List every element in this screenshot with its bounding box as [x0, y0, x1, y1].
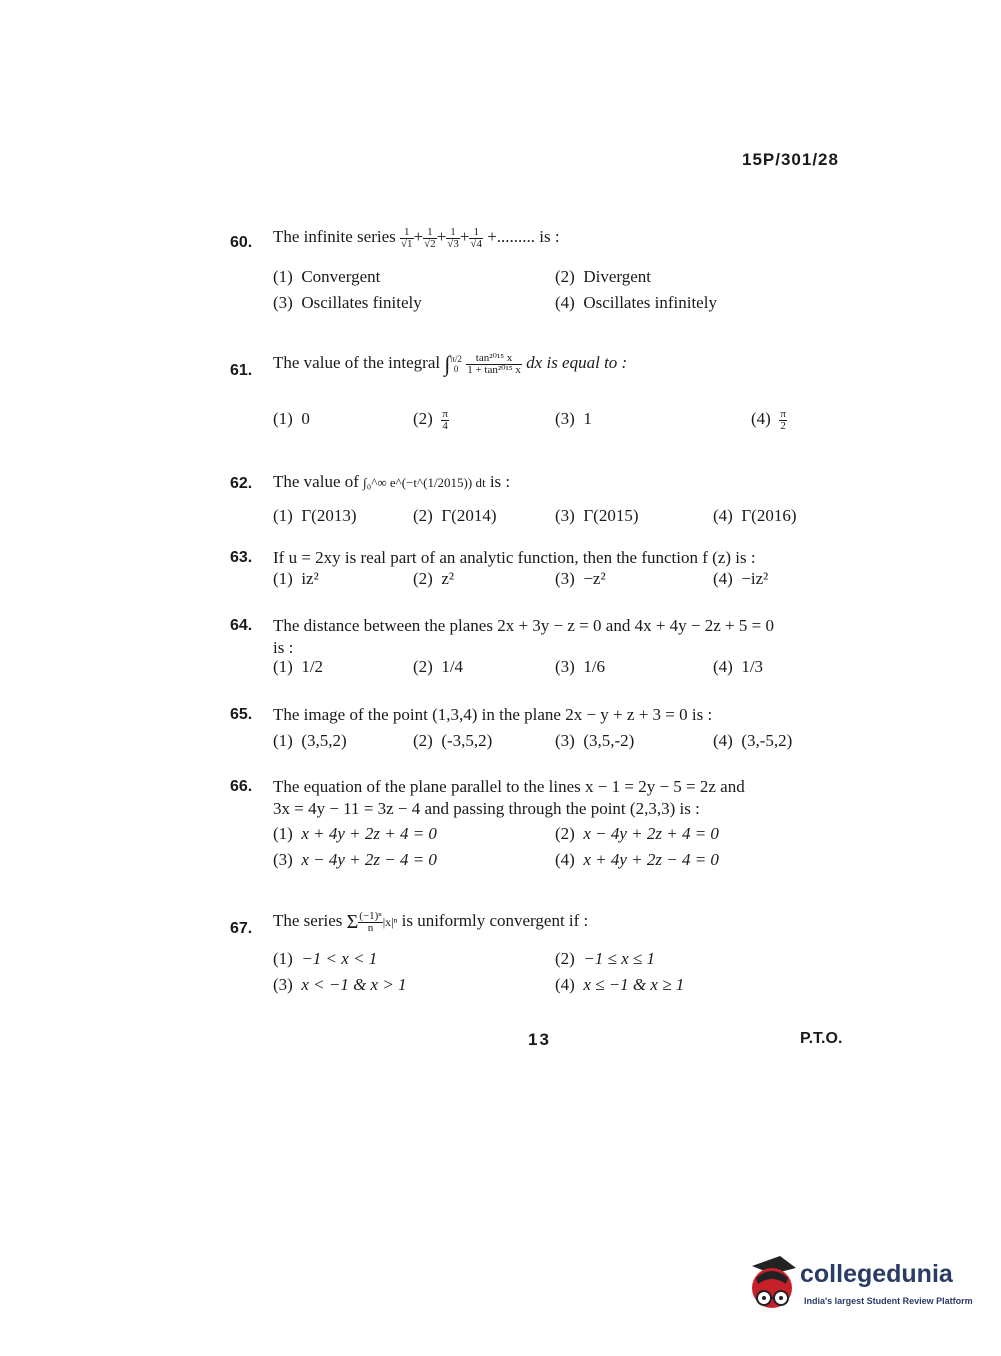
- option-3: (3) x − 4y + 2z − 4 = 0: [273, 850, 437, 869]
- option-1: (1) (3,5,2): [273, 731, 347, 750]
- option-2: (2) 1/4: [413, 657, 464, 676]
- option-4: (4) Γ(2016): [713, 506, 797, 525]
- question-text: The series: [273, 911, 343, 930]
- question-number: 64.: [230, 617, 253, 634]
- mascot-icon: [742, 1252, 802, 1316]
- question-number: 61.: [230, 362, 253, 379]
- question-number: 63.: [230, 549, 253, 566]
- option-3: (3) 1/6: [555, 657, 606, 676]
- option-4: (4) 1/3: [713, 657, 764, 676]
- question-text-tail: is uniformly convergent if :: [401, 911, 589, 930]
- paper-code: 15P/301/28: [742, 150, 839, 169]
- question-63: [230, 547, 870, 588]
- option-1: (1) −1 < x < 1: [273, 949, 378, 968]
- question-text-tail: is :: [489, 472, 511, 491]
- option-4: (4) $\frac{\pi}{2}$: [751, 407, 786, 432]
- question-text: The infinite series: [273, 227, 396, 246]
- brand-tagline: India's largest Student Review Platform: [804, 1296, 973, 1306]
- integral-expression: ∫₀^∞ e^(−t^(1/2015)) dt: [363, 475, 486, 490]
- collegedunia-logo: [742, 1252, 972, 1316]
- option-1: (1) Convergent: [273, 267, 381, 286]
- series-term-1: $\frac{1}{√1}$: [401, 225, 413, 250]
- question-text-tail: +......... is :: [487, 227, 560, 246]
- option-2: (2) z²: [413, 569, 454, 588]
- question-65: [230, 704, 870, 750]
- question-text: The image of the point (1,3,4) in the plane 2x − y + z + 3 = 0 is :: [273, 705, 713, 724]
- question-text: The value of: [273, 472, 359, 491]
- question-62: [230, 471, 870, 525]
- series-expression: $\frac{1}{√1}$ + $\frac{1}{√2}$ + $\frac{1}{√3}$ + $\frac{1}{√4}$: [401, 225, 482, 250]
- question-text-line2: is :: [273, 638, 294, 657]
- page-number: 13: [528, 1030, 551, 1049]
- integral-expression: ∫ π/2 0 $\frac{\text{tan²⁰¹⁵ x}}{\text{1 + tan²⁰¹⁵ x}}$: [444, 351, 521, 377]
- option-2: (2) x − 4y + 2z + 4 = 0: [555, 824, 719, 843]
- pto-label: P.T.O.: [800, 1030, 843, 1047]
- option-1: (1) 0: [273, 409, 310, 428]
- question-number: 65.: [230, 706, 253, 723]
- question-number: 67.: [230, 920, 253, 937]
- series-expression: Σ $\frac{\text{(−1)ⁿ}}{n}$ |x|ⁿ: [346, 909, 398, 934]
- question-66: [230, 776, 870, 869]
- series-term-4: $\frac{1}{√4}$: [470, 225, 482, 250]
- option-2: (2) Divergent: [555, 267, 651, 286]
- option-2: (2) (-3,5,2): [413, 731, 493, 750]
- question-text: The equation of the plane parallel to the lines x − 1 = 2y − 5 = 2z and: [273, 777, 745, 796]
- series-term-2: $\frac{1}{√2}$: [424, 225, 436, 250]
- question-number: 66.: [230, 778, 253, 795]
- option-4: (4) x ≤ −1 & x ≥ 1: [555, 975, 685, 994]
- series-term-3: $\frac{1}{√3}$: [447, 225, 459, 250]
- integral-lower: 0: [453, 364, 459, 375]
- question-64: [230, 615, 870, 676]
- option-4: (4) Oscillates infinitely: [555, 293, 717, 312]
- question-60: [230, 225, 870, 312]
- option-2: (2) Γ(2014): [413, 506, 497, 525]
- question-text: The distance between the planes 2x + 3y − z = 0 and 4x + 4y − 2z + 5 = 0: [273, 616, 774, 635]
- integral-upper: π/2: [450, 354, 462, 365]
- question-text-tail: dx is equal to :: [526, 353, 628, 372]
- option-3: (3) Oscillates finitely: [273, 293, 422, 312]
- question-text: The value of the integral: [273, 353, 441, 372]
- option-3: (3) x < −1 & x > 1: [273, 975, 407, 994]
- question-text-line2: 3x = 4y − 11 = 3z − 4 and passing through the point (2,3,3) is :: [273, 799, 700, 818]
- option-1: (1) Γ(2013): [273, 506, 357, 525]
- option-1: (1) 1/2: [273, 657, 324, 676]
- option-1: (1) x + 4y + 2z + 4 = 0: [273, 824, 437, 843]
- question-number: 60.: [230, 234, 253, 251]
- question-67: [230, 909, 870, 994]
- option-3: (3) −z²: [555, 569, 606, 588]
- option-3: (3) (3,5,-2): [555, 731, 635, 750]
- brand-name: collegedunia: [800, 1260, 953, 1288]
- option-1: (1) iz²: [273, 569, 319, 588]
- question-number: 62.: [230, 475, 253, 492]
- option-4: (4) −iz²: [713, 569, 769, 588]
- option-2: (2) −1 ≤ x ≤ 1: [555, 949, 656, 968]
- integrand: $\frac{\text{tan²⁰¹⁵ x}}{\text{1 + tan²⁰¹⁵ x}}$: [467, 351, 521, 376]
- option-2: (2) $\frac{\pi}{4}$: [413, 407, 448, 432]
- option-3: (3) 1: [555, 409, 592, 428]
- question-61: [230, 351, 870, 432]
- question-text: If u = 2xy is real part of an analytic function, then the function f (z) is :: [273, 548, 756, 567]
- option-4: (4) x + 4y + 2z − 4 = 0: [555, 850, 719, 869]
- option-3: (3) Γ(2015): [555, 506, 639, 525]
- option-4: (4) (3,-5,2): [713, 731, 793, 750]
